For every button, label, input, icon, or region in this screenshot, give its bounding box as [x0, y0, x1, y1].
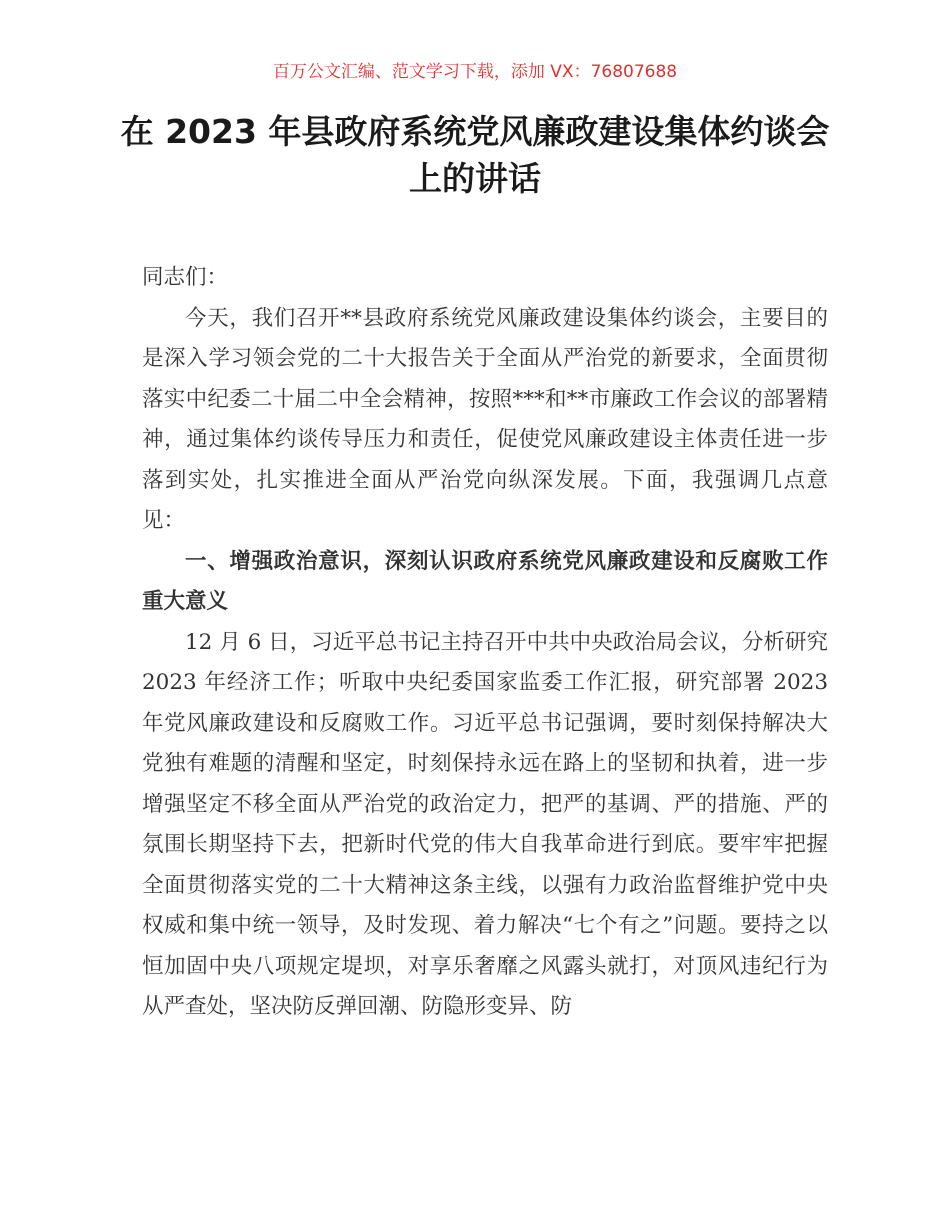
section-heading-1: 一、增强政治意识，深刻认识政府系统党风廉政建设和反腐败工作重大意义 — [142, 548, 828, 614]
paragraph-section-1: 12 月 6 日，习近平总书记主持召开中共中央政治局会议，分析研究 2023 年经济工作；听取中央纪委国家监委工作汇报，研究部署 2023 年党风廉政建设和反腐败工作。习近平总书记强调，要时刻保持解决大党独有难题的清醒和坚定，时刻保持永远在路上的坚韧和执着，进一步增强坚定不移全面从严治党的政治定力，把严的基调、严的措施、严的氛围长期坚持下去，把新时代党的伟大自我革命进行到底。要牢牢把握全面贯彻落实党的二十大精神这条主线，以强有力政治监督维护党中央权威和集中统一领导，及时发现、着力解决“七个有之”问题。要持之以恒加固中央八项规定堤坝，对享乐奢靡之风露头就打，对顶风违纪行为从严查处，坚决防反弹回潮、防隐形变异、防 — [142, 629, 828, 1019]
page-title: 在 2023 年县政府系统党风廉政建设集体约谈会上的讲话 — [120, 112, 830, 198]
document-body — [142, 258, 828, 1028]
salutation: 同志们： — [142, 265, 229, 290]
watermark-text: 百万公文汇编、范文学习下载，添加 VX：76807688 — [272, 62, 678, 82]
paragraph-intro: 今天，我们召开**县政府系统党风廉政建设集体约谈会，主要目的是深入学习领会党的二十大报告关于全面从严治党的新要求，全面贯彻落实中纪委二十届二中全会精神，按照***和**市廉政工作会议的部署精神，通过集体约谈传导压力和责任，促使党风廉政建设主体责任进一步落到实处，扎实推进全面从严治党向纵深发展。下面，我强调几点意见： — [142, 305, 828, 533]
